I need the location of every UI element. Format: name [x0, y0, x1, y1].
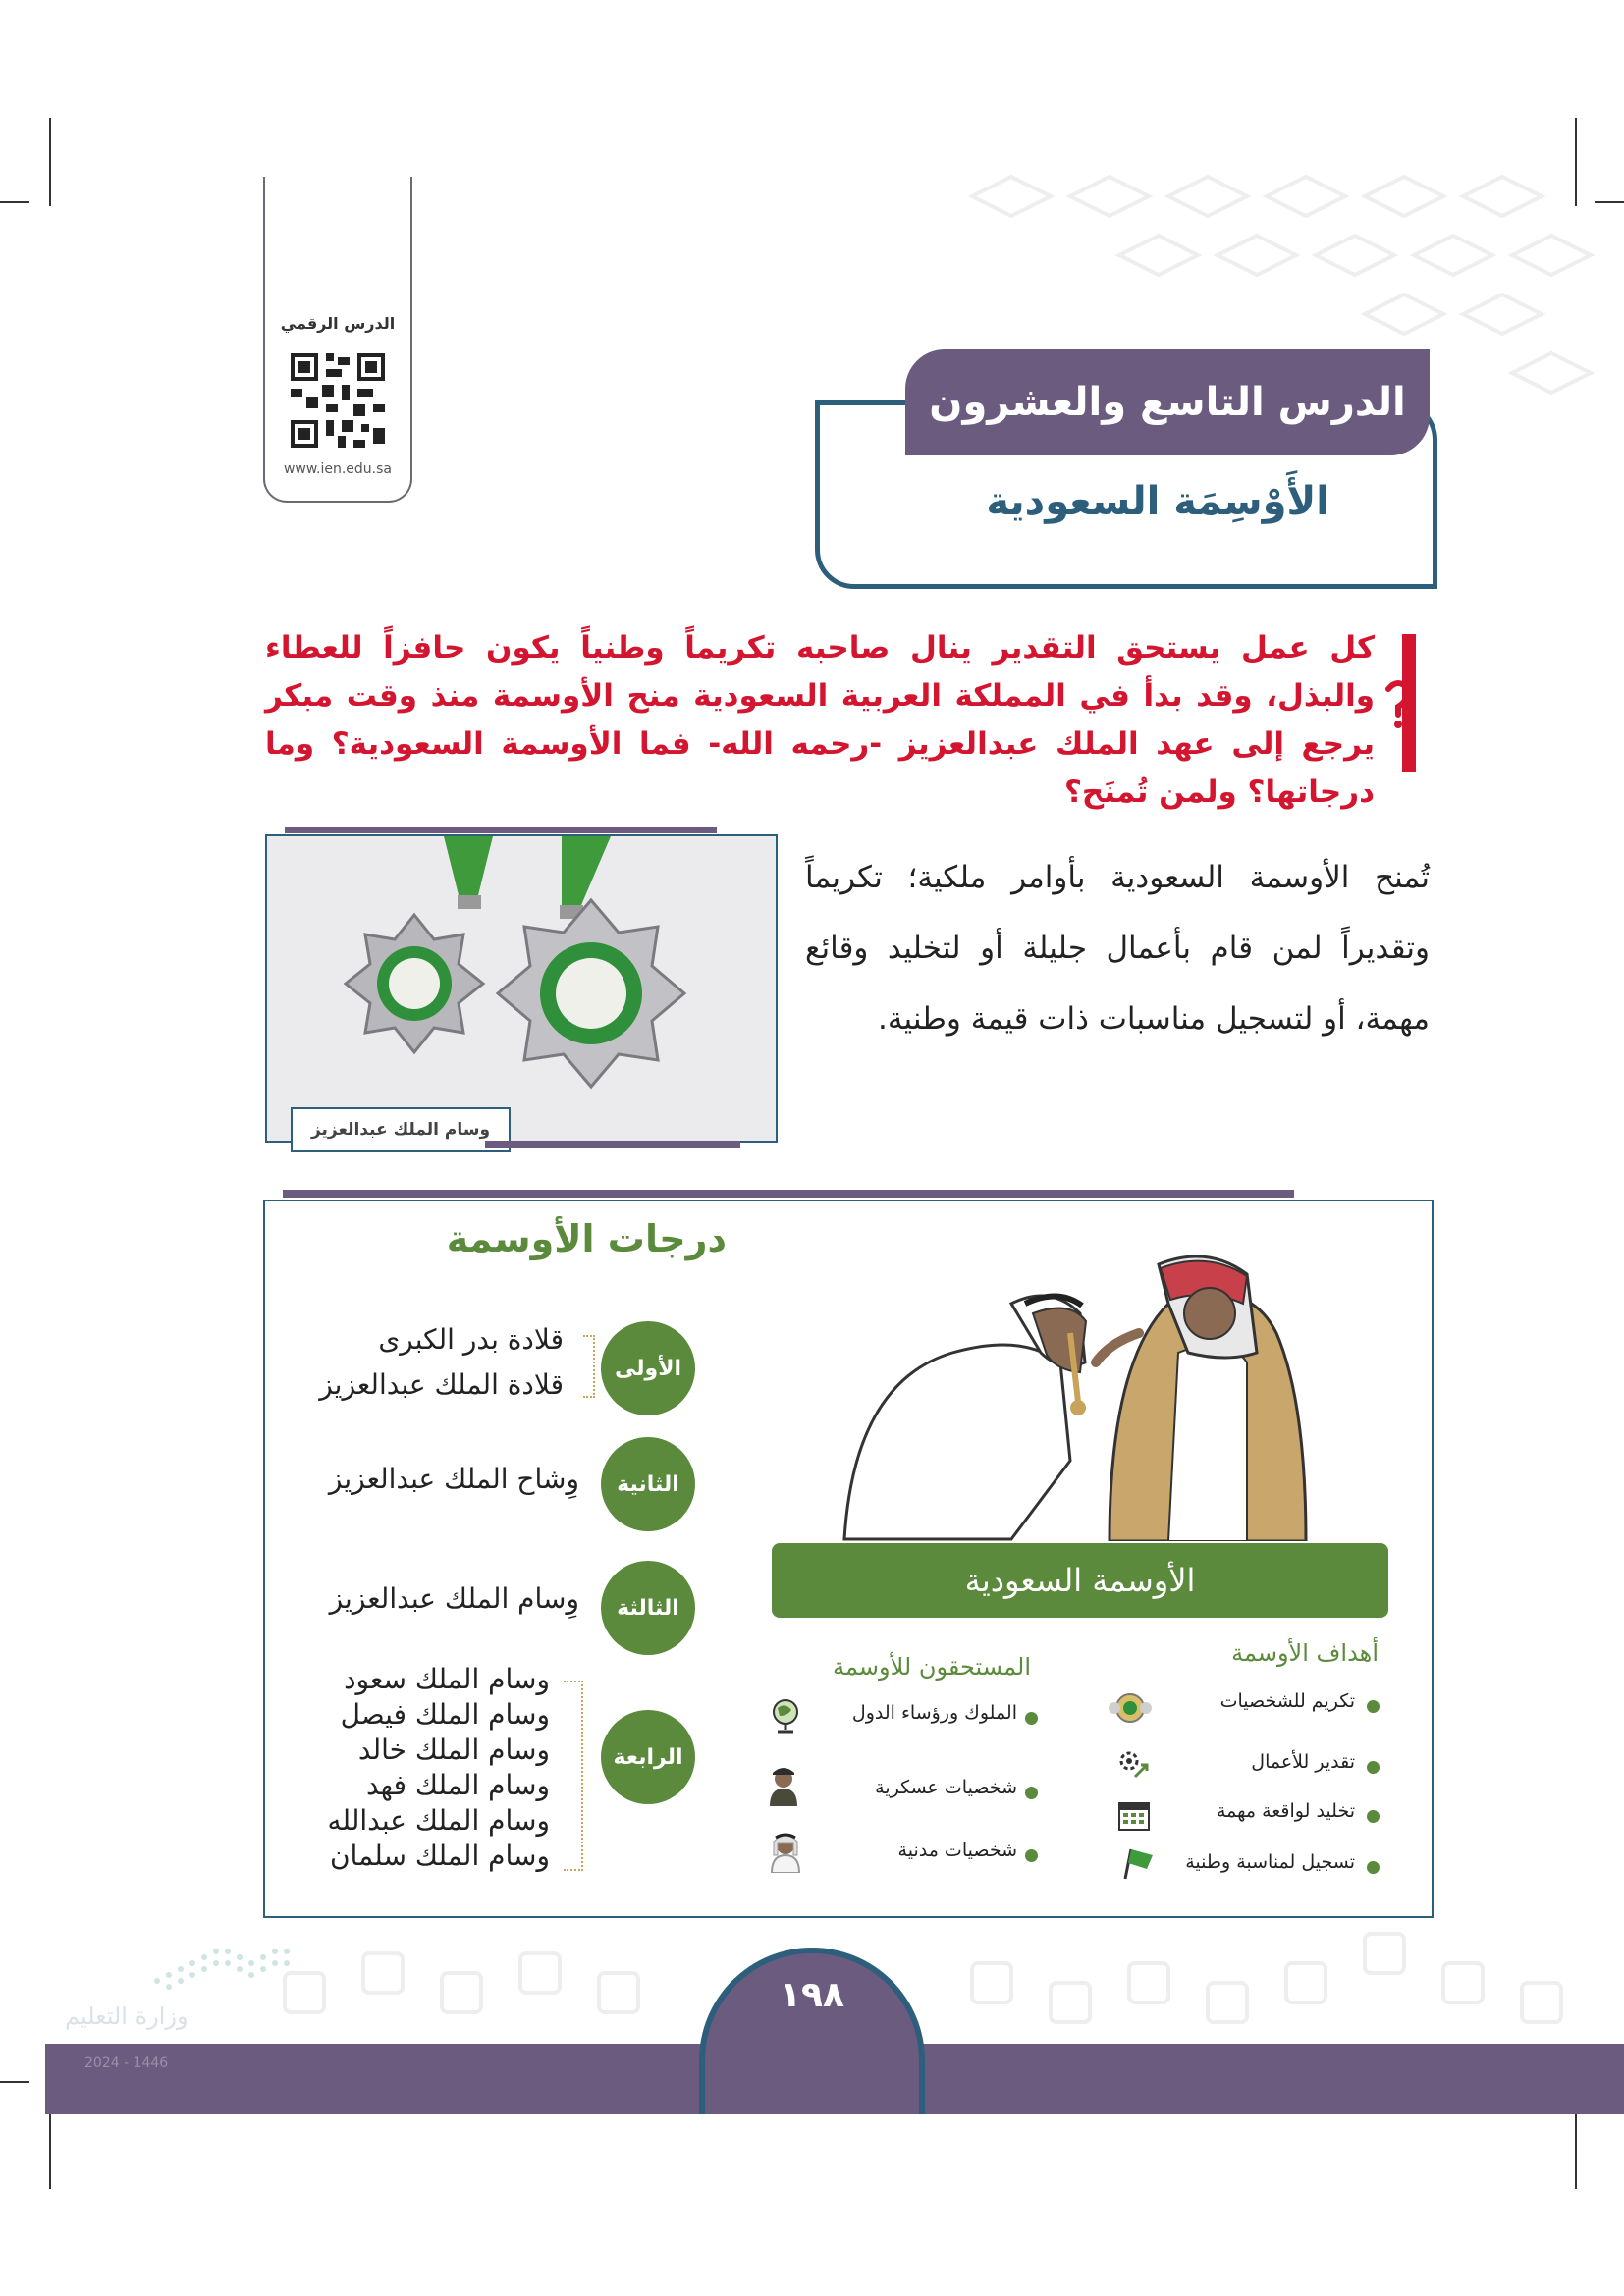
globe-icon [768, 1696, 803, 1735]
question-mark-icon [1384, 677, 1412, 732]
bullet-icon [1367, 1861, 1380, 1874]
photo-caption: وسام الملك عبدالعزيز [291, 1107, 511, 1152]
flag-icon [1119, 1845, 1155, 1881]
digital-lesson-tab[interactable] [263, 177, 412, 503]
degrees-title: درجات الأوسمة [446, 1217, 727, 1260]
degree-item: وِشاح الملك عبدالعزيز [328, 1463, 579, 1495]
calendar-icon [1117, 1798, 1151, 1832]
degree-connector [564, 1681, 583, 1871]
degree-item: وسام الملك سعود [344, 1663, 550, 1695]
degree-third-badge: الثالثة [601, 1561, 695, 1655]
lesson-title: الأَوْسِمَة السعودية [986, 479, 1329, 524]
digital-lesson-url[interactable]: www.ien.edu.sa [283, 461, 393, 477]
bullet-icon [1367, 1761, 1380, 1774]
bullet-icon [1025, 1849, 1038, 1862]
degree-item: وِسام الملك عبدالعزيز [329, 1582, 579, 1615]
degree-item: وسام الملك فيصل [340, 1698, 550, 1731]
degree-item: قلادة الملك عبدالعزيز [319, 1368, 564, 1401]
qr-code-icon[interactable] [287, 349, 389, 452]
degree-item: وسام الملك سلمان [329, 1840, 550, 1872]
ministry-name: وزارة التعليم [65, 2002, 189, 2030]
bullet-icon [1025, 1712, 1038, 1725]
civilian-icon [766, 1826, 805, 1873]
crop-mark [0, 2081, 29, 2083]
recipient-item: الملوك ورؤساء الدول [851, 1702, 1017, 1724]
recipient-item: شخصيات مدنية [897, 1840, 1017, 1861]
saudi-medals-banner: الأوسمة السعودية [772, 1543, 1388, 1618]
ministry-logo-icon [147, 1942, 295, 1997]
goals-title: أهداف الأوسمة [1231, 1639, 1379, 1667]
infographic-accent-bar [283, 1190, 1294, 1198]
soldier-icon [764, 1759, 803, 1806]
medal-icon [1108, 1690, 1153, 1726]
medal-photo [265, 834, 778, 1143]
goal-item: تقدير للأعمال [1251, 1751, 1355, 1773]
recipient-item: شخصيات عسكرية [875, 1777, 1017, 1798]
intro-paragraph: كل عمل يستحق التقدير ينال صاحبه تكريماً وطنياً يكون حافزاً للعطاء والبذل، وقد بدأ في المملكة العربية السعودية منح الأوسمة منذ وقت مبكر يرجع إلى عهد الملك عبدالعزيز -رحمه الله- فما الأوسمة السعودية؟ وما درجاتها؟ ولمن تُمنَح؟ [265, 630, 1375, 810]
gears-icon [1115, 1747, 1151, 1783]
photo-accent-bar [485, 1141, 740, 1148]
degree-fourth-badge: الرابعة [601, 1710, 695, 1804]
degree-second-badge: الثانية [601, 1437, 695, 1531]
bullet-icon [1367, 1810, 1380, 1823]
ministry-year: 2024 - 1446 [84, 2056, 169, 2071]
goal-item: تسجيل لمناسبة وطنية [1185, 1851, 1355, 1873]
degree-connector [583, 1335, 595, 1398]
goal-item: تخليد لواقعة مهمة [1216, 1800, 1355, 1822]
page-number: ١٩٨ [780, 1975, 844, 2015]
degree-item: وسام الملك فهد [365, 1769, 550, 1801]
goal-item: تكريم للشخصيات [1219, 1690, 1355, 1712]
crop-mark [49, 118, 51, 206]
degree-first-badge: الأولى [601, 1321, 695, 1415]
medal-illustration [267, 836, 776, 1141]
degree-item: قلادة بدر الكبرى [378, 1323, 564, 1356]
recipients-title: المستحقون للأوسمة [833, 1653, 1031, 1681]
crop-mark [0, 201, 29, 203]
degree-item: وسام الملك خالد [357, 1734, 550, 1766]
photo-accent-bar [285, 827, 717, 833]
body-paragraph: تُمنح الأوسمة السعودية بأوامر ملكية؛ تكريماً وتقديراً لمن قام بأعمال جليلة أو لتخليد وقائع مهمة، أو لتسجيل مناسبات ذات قيمة وطنية. [805, 860, 1430, 1037]
medal-ceremony-illustration [815, 1245, 1365, 1541]
bullet-icon [1025, 1787, 1038, 1799]
digital-lesson-title: الدرس الرقمي [280, 314, 396, 333]
lesson-number-label: الدرس التاسع والعشرون [905, 349, 1430, 455]
degree-item: وسام الملك عبدالله [327, 1804, 550, 1837]
bullet-icon [1367, 1700, 1380, 1713]
